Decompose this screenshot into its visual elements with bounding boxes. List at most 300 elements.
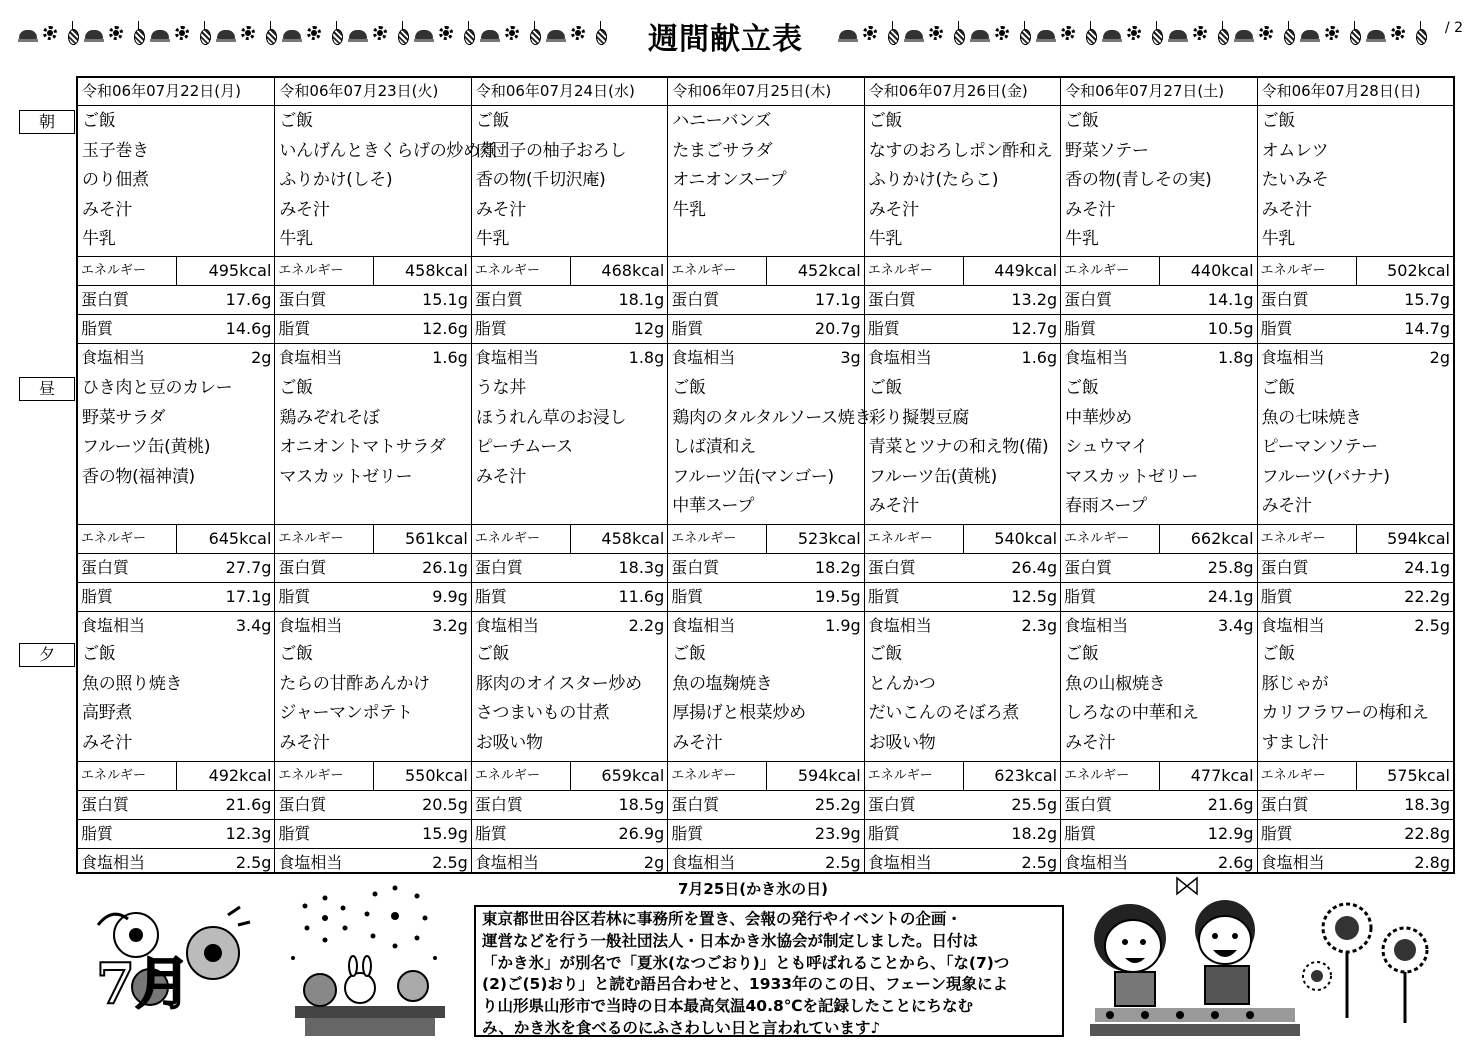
nutrition-row-energy — [78, 762, 274, 791]
nutrition-row-salt — [275, 849, 470, 878]
sunflower-icon — [860, 21, 880, 45]
pineapple-icon — [194, 21, 214, 45]
special-day-line: 「かき氷」が別名で「夏氷(なつごおり)」とも呼ばれることから、「な(7)つ — [482, 953, 1010, 972]
nutrient-value: 12.7g — [1011, 319, 1058, 338]
nutrient-label: 蛋白質 — [1260, 290, 1309, 309]
nutrient-label: 脂質 — [81, 824, 114, 843]
nutrition-row-fat — [472, 583, 667, 612]
nutrient-value: 2.2g — [628, 616, 665, 635]
nutrition-row-energy — [865, 525, 1060, 554]
sunflower-icon — [1190, 21, 1210, 45]
dish-item: 牛乳 — [279, 229, 313, 249]
nutrition-row-fat — [472, 820, 667, 849]
nutrient-value: 3.2g — [432, 616, 468, 635]
cell-divider — [1356, 525, 1357, 553]
dish-item: 牛乳 — [1261, 229, 1295, 249]
nutrient-value: 17.6g — [225, 290, 272, 309]
dish-item: 玉子巻き — [82, 140, 149, 161]
nutrient-label: エネルギー — [1064, 531, 1130, 546]
dish-item: 鶏みぞれそぼ — [279, 407, 380, 428]
breakfast-dishes — [1061, 107, 1256, 255]
nutrition-row-fat — [865, 315, 1060, 344]
nutrition-row-protein — [78, 791, 274, 820]
nutrition-row-energy — [472, 762, 667, 791]
nutrient-value: 10.5g — [1207, 319, 1254, 338]
pineapple-icon — [1410, 21, 1430, 45]
day-column — [78, 78, 274, 872]
lunch-dishes — [78, 374, 274, 492]
nutrient-label: エネルギー — [867, 531, 933, 546]
nutrient-label: 脂質 — [671, 587, 704, 606]
nutrition-row-fat — [472, 315, 667, 344]
sunflower-icon — [106, 21, 126, 45]
nutrient-value: 14.1g — [1207, 290, 1254, 309]
cell-divider — [963, 525, 964, 553]
lunch-nutrition — [668, 524, 863, 641]
sunflower-icon — [926, 21, 946, 45]
nutrition-row-fat — [1061, 315, 1256, 344]
dish-item: みそ汁 — [82, 732, 133, 753]
lunch-dishes — [275, 374, 470, 492]
nutrition-row-salt — [78, 612, 274, 641]
turtle-icon — [282, 21, 302, 45]
nutrition-row-salt — [275, 612, 470, 641]
nutrient-value: 2g — [251, 348, 272, 367]
breakfast-nutrition — [1061, 256, 1256, 373]
day-column — [864, 78, 1060, 872]
nutrition-row-protein — [668, 554, 863, 583]
nutrition-row-salt — [472, 612, 667, 641]
nutrient-label: 蛋白質 — [671, 290, 720, 309]
nutrient-label: 蛋白質 — [81, 558, 130, 577]
nutrient-label: 脂質 — [671, 824, 704, 843]
day-column — [471, 78, 667, 872]
dish-item: なすのおろしポン酢和え — [868, 140, 1053, 161]
nutrition-row-salt — [1061, 612, 1256, 641]
lunch-dishes — [472, 374, 667, 492]
dish-item: たらの甘酢あんかけ — [279, 673, 430, 694]
nutrient-label: 食塩相当 — [81, 348, 146, 367]
nutrient-value: 18.2g — [1011, 824, 1058, 843]
nutrient-value: 2g — [1429, 348, 1450, 367]
pineapple-icon — [62, 21, 82, 45]
dish-item: ジャーマンポテト — [279, 703, 413, 723]
decorative-border-right — [838, 16, 1468, 50]
nutrient-label: エネルギー — [474, 768, 540, 783]
nutrient-label: 脂質 — [1064, 824, 1097, 843]
dish-item: 厚揚げと根菜炒め — [672, 703, 806, 723]
meal-label-lunch: 昼 — [19, 377, 75, 401]
turtle-icon — [414, 21, 434, 45]
nutrient-label: 蛋白質 — [867, 795, 916, 814]
dish-item: ピーチムース — [475, 437, 573, 457]
nutrient-value: 18.3g — [1404, 795, 1450, 814]
nutrient-value: 17.1g — [814, 290, 861, 309]
dish-item: フルーツ缶(マンゴー) — [672, 466, 834, 487]
dish-item: ご飯 — [279, 378, 313, 398]
nutrient-value: 2.5g — [1414, 616, 1450, 635]
nutrition-row-energy — [865, 257, 1060, 286]
nutrient-label: 食塩相当 — [1064, 853, 1129, 872]
nutrient-value: 523kcal — [797, 529, 861, 548]
turtle-icon — [150, 21, 170, 45]
nutrient-label: エネルギー — [1260, 263, 1326, 278]
nutrition-row-protein — [275, 791, 470, 820]
turtle-icon — [1036, 21, 1056, 45]
breakfast-nutrition — [275, 256, 470, 373]
nutrient-value: 12.6g — [422, 319, 468, 338]
nutrient-label: 脂質 — [867, 824, 900, 843]
nutrient-label: エネルギー — [867, 263, 933, 278]
page-title: 週間献立表 — [648, 22, 803, 57]
lunch-dishes — [668, 374, 872, 522]
nutrition-row-fat — [1258, 315, 1453, 344]
turtle-icon — [216, 21, 236, 45]
nutrient-value: 24.1g — [1207, 587, 1254, 606]
nutrient-value: 645kcal — [208, 529, 272, 548]
cell-divider — [570, 762, 571, 790]
nutrition-row-protein — [78, 554, 274, 583]
nutrition-row-energy — [668, 525, 863, 554]
nutrient-value: 15.7g — [1404, 290, 1450, 309]
dinner-dishes — [275, 640, 470, 758]
nutrient-value: 440kcal — [1190, 261, 1254, 280]
nutrient-label: エネルギー — [671, 263, 737, 278]
nutrition-row-salt — [472, 849, 667, 878]
dish-item: 香の物(千切沢庵) — [475, 170, 606, 190]
nutrient-label: 蛋白質 — [278, 795, 327, 814]
dish-item: ご飯 — [82, 644, 116, 664]
dish-item: うな丼 — [475, 378, 526, 398]
nutrient-value: 458kcal — [404, 261, 468, 280]
special-day-line: り山形県山形市で当時の日本最高気温40.8℃を記録したことにちなむ — [482, 997, 974, 1016]
pineapple-icon — [1080, 21, 1100, 45]
cell-divider — [570, 257, 571, 285]
nutrient-value: 14.7g — [1404, 319, 1450, 338]
nutrition-row-energy — [472, 525, 667, 554]
nutrient-value: 14.6g — [225, 319, 272, 338]
dish-item: 牛乳 — [82, 229, 116, 249]
nutrient-label: 蛋白質 — [474, 795, 523, 814]
dish-item: 中華スープ — [672, 496, 755, 516]
dinner-dishes — [472, 640, 667, 758]
nutrient-label: 食塩相当 — [474, 348, 539, 367]
nutrient-value: 1.8g — [1217, 348, 1254, 367]
turtle-icon — [18, 21, 38, 45]
pineapple-icon — [326, 21, 346, 45]
dish-item: みそ汁 — [82, 199, 133, 220]
turtle-icon — [904, 21, 924, 45]
breakfast-dishes — [1258, 107, 1453, 255]
dish-item: オニオントマトサラダ — [279, 437, 446, 457]
nutrition-row-salt — [668, 344, 863, 373]
dish-item: ハニーバンズ — [672, 111, 772, 131]
nutrient-label: 食塩相当 — [867, 348, 932, 367]
nutrient-label: エネルギー — [671, 768, 737, 783]
breakfast-nutrition — [668, 256, 863, 373]
nutrient-label: 食塩相当 — [474, 853, 539, 872]
sunflower-icon — [568, 21, 588, 45]
special-day-description — [474, 905, 1064, 1037]
nutrient-label: 蛋白質 — [671, 795, 720, 814]
nutrient-value: 13.2g — [1011, 290, 1058, 309]
nutrient-value: 22.2g — [1404, 587, 1450, 606]
nutrition-row-fat — [1061, 583, 1256, 612]
nutrient-label: エネルギー — [1260, 531, 1326, 546]
nutrient-value: 468kcal — [601, 261, 665, 280]
nutrient-value: 561kcal — [404, 529, 468, 548]
nutrition-row-protein — [865, 286, 1060, 315]
dish-item: みそ汁 — [475, 466, 526, 487]
nutrient-label: 脂質 — [81, 319, 114, 338]
dish-item: みそ汁 — [672, 732, 723, 753]
dish-item: みそ汁 — [475, 199, 526, 220]
nutrient-label: 脂質 — [867, 319, 900, 338]
nutrient-value: 27.7g — [225, 558, 272, 577]
nutrient-value: 492kcal — [208, 766, 272, 785]
lunch-dishes — [1258, 374, 1453, 522]
nutrient-value: 12.3g — [225, 824, 272, 843]
nutrient-label: 脂質 — [1064, 319, 1097, 338]
nutrition-row-protein — [78, 286, 274, 315]
page-header — [18, 8, 1463, 57]
nutrition-row-energy — [1061, 257, 1256, 286]
nutrient-label: 食塩相当 — [1064, 616, 1129, 635]
cell-divider — [373, 257, 374, 285]
nutrition-row-salt — [1061, 344, 1256, 373]
dish-item: 鶏肉のタルタルソース焼き — [672, 407, 872, 428]
dish-item: みそ汁 — [279, 732, 330, 753]
nutrient-value: 2.6g — [1217, 853, 1254, 872]
dish-item: みそ汁 — [1065, 732, 1116, 753]
nutrition-row-protein — [472, 286, 667, 315]
dish-item: さつまいもの甘煮 — [475, 703, 610, 723]
nutrient-label: 食塩相当 — [867, 616, 932, 635]
special-day-title: 7月25日(かき氷の日) — [678, 880, 829, 898]
dish-item: みそ汁 — [868, 199, 919, 220]
nutrient-label: 脂質 — [474, 824, 507, 843]
nutrient-label: エネルギー — [474, 263, 540, 278]
dish-item: 豚じゃが — [1261, 673, 1329, 694]
nutrition-row-fat — [668, 820, 863, 849]
nutrition-row-fat — [78, 820, 274, 849]
day-date: 令和06年07月22日(月) — [78, 78, 274, 106]
dish-item: ご飯 — [868, 111, 903, 131]
nutrition-row-protein — [1061, 554, 1256, 583]
nutrient-label: 蛋白質 — [1260, 795, 1309, 814]
breakfast-nutrition — [472, 256, 667, 373]
day-date: 令和06年07月26日(金) — [865, 78, 1060, 106]
turtle-icon — [480, 21, 500, 45]
dish-item: ご飯 — [1065, 644, 1099, 664]
pineapple-icon — [1146, 21, 1166, 45]
dish-item: フルーツ缶(黄桃) — [82, 437, 211, 457]
dish-item: ご飯 — [672, 378, 706, 398]
lunch-nutrition — [78, 524, 274, 641]
dinner-dishes — [1061, 640, 1256, 758]
nutrition-row-protein — [472, 791, 667, 820]
month-flowers-illustration — [88, 895, 258, 1035]
nutrient-value: 21.6g — [225, 795, 272, 814]
lunch-dishes — [1061, 374, 1256, 522]
dish-item: いんげんときくらげの炒め煮 — [279, 140, 497, 161]
nutrient-value: 20.5g — [422, 795, 468, 814]
dish-item: ご飯 — [1065, 111, 1099, 131]
nutrition-row-salt — [1258, 344, 1453, 373]
dish-item: フルーツ(バナナ) — [1261, 466, 1390, 487]
nutrient-value: 1.9g — [825, 616, 861, 635]
nutrition-row-energy — [668, 257, 863, 286]
nutrient-value: 623kcal — [994, 766, 1058, 785]
nutrient-label: エネルギー — [1260, 768, 1326, 783]
nutrient-label: 食塩相当 — [671, 853, 736, 872]
dish-item: マスカットゼリー — [279, 466, 413, 487]
breakfast-nutrition — [78, 256, 274, 373]
nutrient-label: エネルギー — [278, 263, 344, 278]
dish-item: 香の物(福神漬) — [82, 466, 195, 487]
special-day-line: (2)ご(5)おり」と読む語呂合わせと、1933年のこの日、フェーン現象によ — [482, 975, 1008, 994]
nutrient-value: 2.5g — [235, 853, 272, 872]
nutrition-row-salt — [668, 849, 863, 878]
cell-divider — [963, 257, 964, 285]
nutrient-label: 食塩相当 — [1260, 348, 1325, 367]
nutrient-value: 1.6g — [1021, 348, 1058, 367]
cell-divider — [1159, 525, 1160, 553]
sunflower-icon — [1058, 21, 1078, 45]
cell-divider — [766, 257, 767, 285]
sunflower-icon — [238, 21, 258, 45]
nutrient-label: 脂質 — [81, 587, 114, 606]
breakfast-dishes — [865, 107, 1060, 255]
nutrient-value: 26.1g — [422, 558, 468, 577]
dish-item: みそ汁 — [279, 199, 330, 220]
pineapple-icon — [948, 21, 968, 45]
nutrient-label: エネルギー — [867, 768, 933, 783]
nutrient-value: 15.9g — [422, 824, 468, 843]
nutrient-label: 脂質 — [1260, 824, 1293, 843]
nutrient-value: 17.1g — [225, 587, 272, 606]
nutrient-value: 18.5g — [618, 795, 665, 814]
nutrient-label: 脂質 — [1260, 319, 1293, 338]
dinner-nutrition — [472, 761, 667, 878]
dinner-nutrition — [78, 761, 274, 878]
nutrient-value: 477kcal — [1190, 766, 1254, 785]
nutrition-row-energy — [78, 257, 274, 286]
nutrient-value: 2.3g — [1021, 616, 1058, 635]
nutrition-row-salt — [275, 344, 470, 373]
dish-item: シュウマイ — [1065, 437, 1148, 457]
dish-item: 青菜とツナの和え物(備) — [868, 437, 1049, 457]
nutrition-row-energy — [472, 257, 667, 286]
nutrient-value: 23.9g — [814, 824, 861, 843]
nutrient-value: 21.6g — [1207, 795, 1254, 814]
dish-item: ふりかけ(しそ) — [279, 170, 393, 190]
breakfast-nutrition — [865, 256, 1060, 373]
nutrition-row-salt — [865, 344, 1060, 373]
special-day-line: み、かき氷を食べるのにふさわしい日と言われています♪ — [482, 1018, 881, 1037]
nutrient-value: 495kcal — [208, 261, 272, 280]
dish-item: ご飯 — [868, 644, 903, 664]
nutrition-row-protein — [1061, 286, 1256, 315]
nutrient-value: 18.1g — [618, 290, 665, 309]
dinner-nutrition — [1258, 761, 1453, 878]
nutrient-value: 18.2g — [814, 558, 861, 577]
turtle-icon — [1102, 21, 1122, 45]
nutrient-value: 3.4g — [235, 616, 272, 635]
cell-divider — [766, 762, 767, 790]
nutrient-value: 1.8g — [628, 348, 665, 367]
cell-divider — [1356, 762, 1357, 790]
nutrient-value: 540kcal — [994, 529, 1058, 548]
nutrient-label: 脂質 — [278, 824, 311, 843]
nutrient-label: エネルギー — [474, 531, 540, 546]
nutrient-value: 1.6g — [432, 348, 468, 367]
nutrition-row-protein — [472, 554, 667, 583]
sunflower-icon — [1256, 21, 1276, 45]
nutrient-label: 食塩相当 — [278, 348, 343, 367]
dinner-nutrition — [865, 761, 1060, 878]
nutrient-label: 蛋白質 — [671, 558, 720, 577]
turtle-icon — [1300, 21, 1320, 45]
dish-item: みそ汁 — [1261, 496, 1312, 516]
nutrient-label: 脂質 — [1064, 587, 1097, 606]
nutrient-label: 蛋白質 — [1064, 558, 1113, 577]
nutrient-label: 蛋白質 — [278, 558, 327, 577]
dish-item: みそ汁 — [868, 496, 919, 516]
nutrient-label: エネルギー — [1064, 263, 1130, 278]
nutrition-row-fat — [275, 583, 470, 612]
dish-item: ご飯 — [475, 644, 510, 664]
dinner-nutrition — [668, 761, 863, 878]
nutrition-row-energy — [668, 762, 863, 791]
pineapple-icon — [458, 21, 478, 45]
breakfast-dishes — [472, 107, 667, 255]
dish-item: 高野煮 — [82, 703, 133, 723]
nutrient-value: 2.8g — [1414, 853, 1450, 872]
nutrient-value: 26.4g — [1011, 558, 1058, 577]
dinner-nutrition — [275, 761, 470, 878]
nutrition-row-salt — [472, 344, 667, 373]
nutrient-label: 蛋白質 — [1064, 290, 1113, 309]
cell-divider — [176, 257, 177, 285]
dish-item: 牛乳 — [1065, 229, 1099, 249]
turtle-icon — [348, 21, 368, 45]
nutrient-value: 19.5g — [814, 587, 861, 606]
nutrient-value: 452kcal — [797, 261, 861, 280]
nutrition-row-energy — [275, 762, 470, 791]
turtle-icon — [84, 21, 104, 45]
lunch-nutrition — [472, 524, 667, 641]
lunch-nutrition — [1258, 524, 1453, 641]
dish-item: オニオンスープ — [672, 170, 787, 190]
cell-divider — [176, 762, 177, 790]
nutrition-row-fat — [668, 583, 863, 612]
breakfast-nutrition — [1258, 256, 1453, 373]
cell-divider — [1356, 257, 1357, 285]
dish-item: ほうれん草のお浸し — [475, 407, 627, 428]
dish-item: 野菜ソテー — [1065, 140, 1149, 161]
dish-item: ご飯 — [475, 111, 510, 131]
pineapple-icon — [260, 21, 280, 45]
dish-item: 彩り擬製豆腐 — [868, 407, 969, 428]
dish-item: 魚の照り焼き — [82, 673, 183, 694]
dish-item: みそ汁 — [1065, 199, 1116, 220]
cell-divider — [1159, 762, 1160, 790]
nutrient-label: 食塩相当 — [1260, 853, 1325, 872]
cell-divider — [176, 525, 177, 553]
dish-item: 野菜サラダ — [82, 407, 166, 428]
sunflower-icon — [370, 21, 390, 45]
